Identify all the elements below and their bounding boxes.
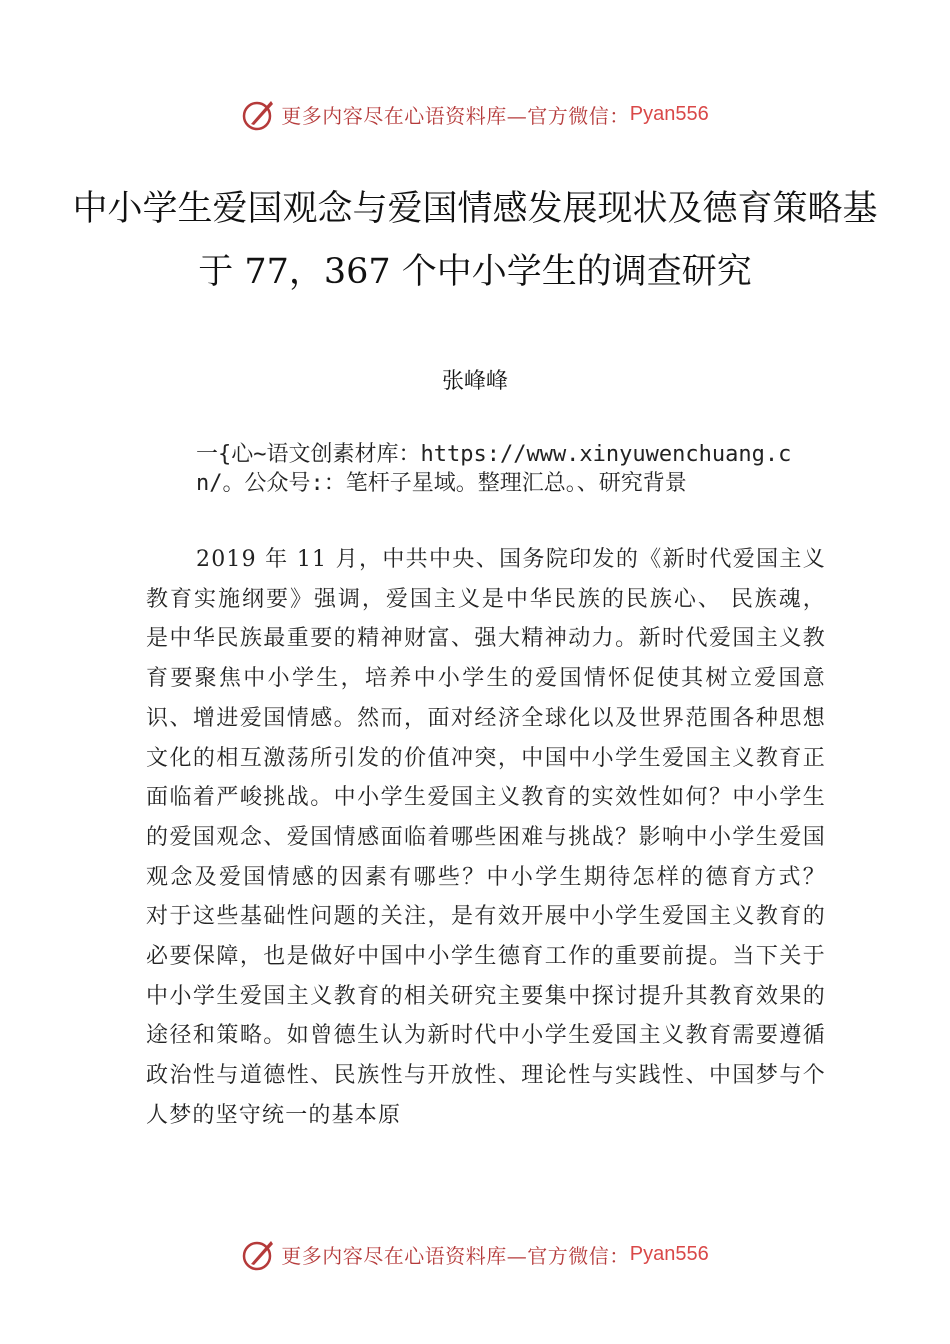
source-line: 一{心~语文创素材库：https://www.xinyuwenchuang.cn/。公众号:：笔杆子星域。整理汇总。、研究背景	[196, 442, 792, 496]
quill-logo-icon	[241, 1236, 277, 1272]
footer-watermark	[0, 1232, 950, 1276]
header-watermark	[0, 92, 950, 136]
watermark-wechat-id: Pyan556	[629, 1242, 709, 1265]
watermark-text: 更多内容尽在心语资料库—官方微信：	[281, 103, 630, 128]
body-paragraph: 2019 年 11 月，中共中央、国务院印发的《新时代爱国主义教育实施纲要》强调，爱国主义是中华民族的民族心、 民族魂，是中华民族最重要的精神财富、强大精神动力。新时代爱国主义教育要聚焦中小学生，培养中小学生的爱国情怀促使其树立爱国意识、增进爱国情感。然而，面对经济全球化以及世界范围各种思想文化的相互激荡所引发的价值冲突，中国中小学生爱国主义教育正面临着严峻挑战。中小学生爱国主义教育的实效性如何？中小学生的爱国观念、爱国情感面临着哪些困难与挑战？影响中小学生爱国观念及爱国情感的因素有哪些？中小学生期待怎样的德育方式？ 对于这些基础性问题的关注，是有效开展中小学生爱国主义教育的必要保障，也是做好中国中小学生德育工作的重要前提。当下关于中小学生爱国主义教育的相关研究主要集中探讨提升其教育效果的途径和策略。如曾德生认为新时代中小学生爱国主义教育需要遵循政治性与道德性、民族性与开放性、理论性与实践性、中国梦与个人梦的坚守统一的基本原	[146, 547, 826, 1128]
quill-logo-icon	[241, 96, 277, 132]
author-name: 张峰峰	[441, 369, 508, 394]
watermark-wechat-id: Pyan556	[629, 102, 709, 125]
watermark-text: 更多内容尽在心语资料库—官方微信：	[281, 1243, 630, 1268]
document-title: 中小学生爱国观念与爱国情感发展现状及德育策略基于 77，367 个中小学生的调查研究	[72, 189, 878, 292]
